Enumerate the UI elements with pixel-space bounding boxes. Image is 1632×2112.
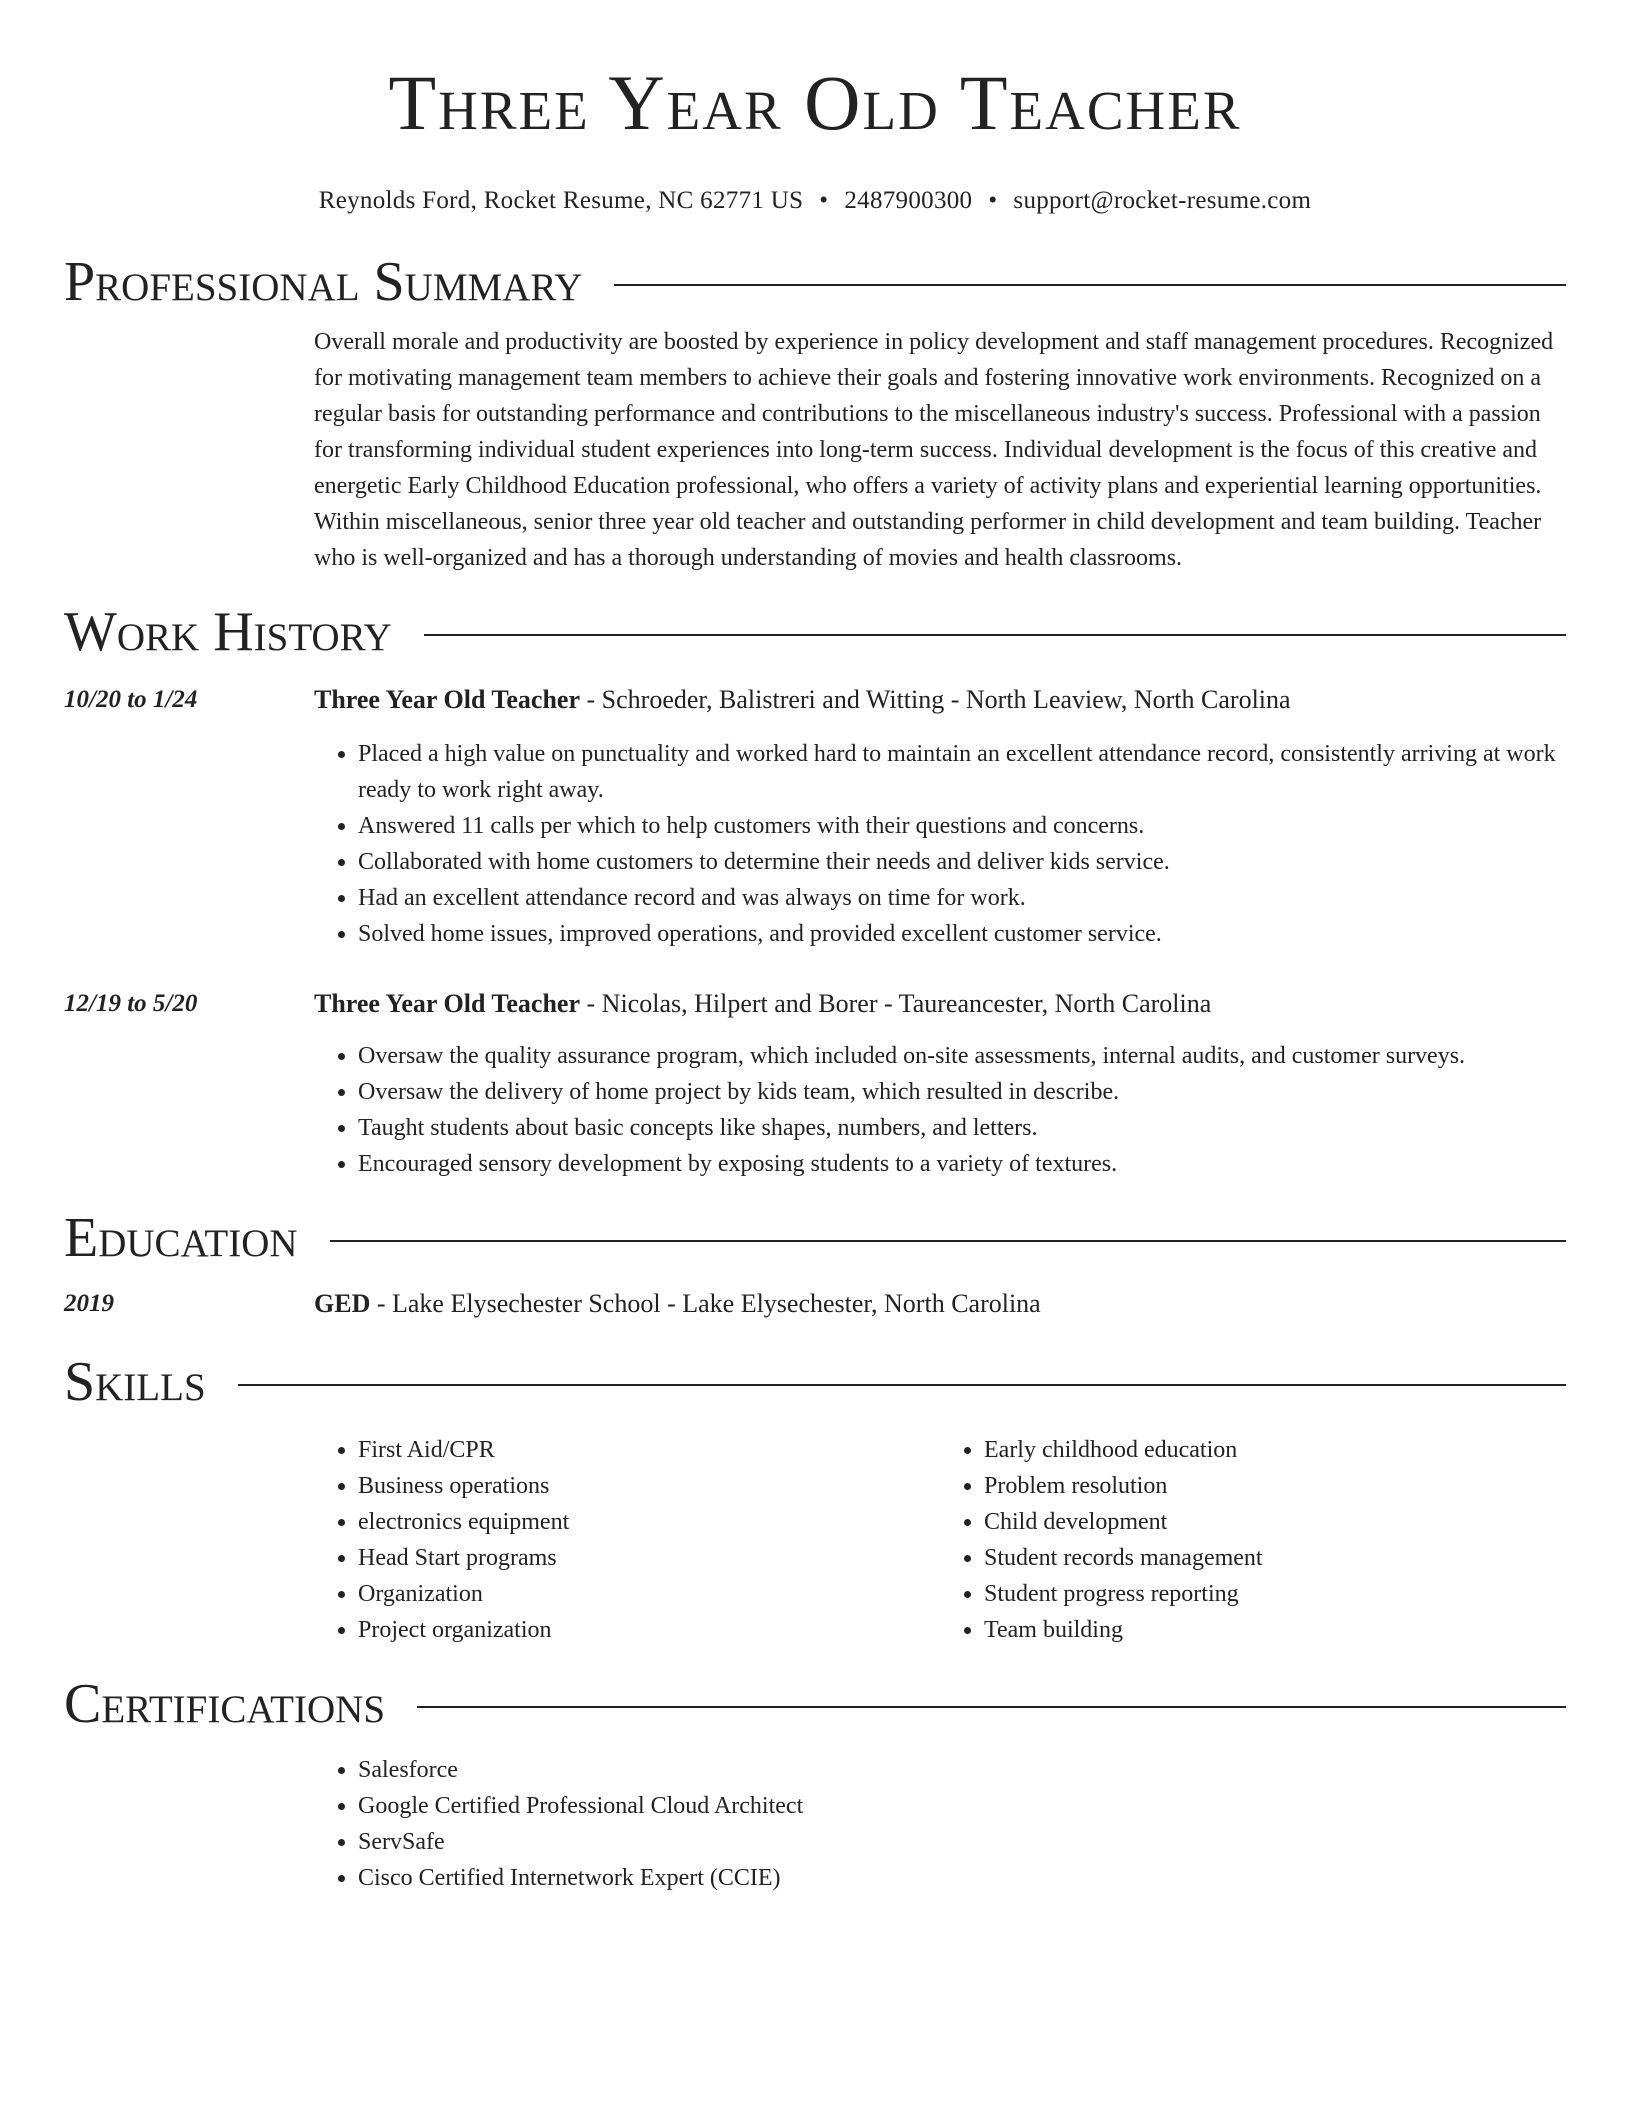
certification-item: • Cisco Certified Internetwork Expert (CCIE) — [358, 1860, 1566, 1896]
education-line — [314, 1286, 1566, 1322]
section-divider — [417, 1706, 1566, 1708]
education-body — [314, 1286, 1566, 1322]
skills-list-right — [940, 1432, 1566, 1648]
skill-item: • Early childhood education — [984, 1432, 1566, 1468]
job-body — [314, 986, 1566, 1182]
education-year: 2019 — [64, 1290, 114, 1317]
job-bullet: • Collaborated with home customers to determine their needs and deliver kids service. — [358, 844, 1566, 880]
job-bullet: • Placed a high value on punctuality and worked hard to maintain an excellent attendance record, consistently arriving at work ready to work right away. — [358, 736, 1566, 808]
skills-grid — [314, 1432, 1566, 1648]
section-divider — [614, 284, 1566, 286]
job-bullet: • Oversaw the delivery of home project by kids team, which resulted in describe. — [358, 1074, 1566, 1110]
contact-line — [64, 186, 1566, 216]
skill-item: • Project organization — [358, 1612, 940, 1648]
contact-separator: • — [819, 187, 829, 214]
skill-item: • Head Start programs — [358, 1540, 940, 1576]
summary-spacer — [64, 324, 314, 576]
job-details: - Nicolas, Hilpert and Borer - Taureancester, North Carolina — [580, 989, 1212, 1018]
certifications-body — [314, 1752, 1566, 1896]
certification-item: • ServSafe — [358, 1824, 1566, 1860]
job-bullet: • Encouraged sensory development by exposing students to a variety of textures. — [358, 1146, 1566, 1182]
job-title-line — [314, 682, 1566, 718]
job-bullet: • Answered 11 calls per which to help customers with their questions and concerns. — [358, 808, 1566, 844]
job-dates: 10/20 to 1/24 — [64, 686, 198, 713]
job-bullets — [314, 1038, 1566, 1182]
job-details: - Schroeder, Balistreri and Witting - North Leaview, North Carolina — [580, 685, 1291, 714]
job-bullet: • Oversaw the quality assurance program, which included on-site assessments, internal audits, and customer surveys. — [358, 1038, 1566, 1074]
job-bullet: • Taught students about basic concepts like shapes, numbers, and letters. — [358, 1110, 1566, 1146]
summary-body — [314, 324, 1566, 576]
job-bullet: • Solved home issues, improved operations, and provided excellent customer service. — [358, 916, 1566, 952]
skill-item: • First Aid/CPR — [358, 1432, 940, 1468]
summary-text: Overall morale and productivity are boosted by experience in policy development and staff management procedures. Recognized for motivating management team members to achieve their goals and fostering innovative work environments. Recognized on a regular basis for outstanding performance and contributions to the miscellaneous industry's success. Professional with a passion for transforming individual student experiences into long-term success. Individual development is the focus of this creative and energetic Early Childhood Education professional, who offers a variety of activity plans and experiential learning opportunities. Within miscellaneous, senior three year old teacher and outstanding performer in child development and team building. Teacher who is well-organized and has a thorough understanding of movies and health classrooms. — [314, 329, 1554, 571]
job-entry — [64, 986, 1566, 1182]
contact-separator: • — [988, 187, 998, 214]
job-entry — [64, 682, 1566, 952]
work-section-title: Work History — [64, 601, 392, 663]
certifications-section-header — [64, 1674, 1566, 1734]
skills-spacer — [64, 1432, 314, 1648]
skill-item: • Problem resolution — [984, 1468, 1566, 1504]
summary-section-title: Professional Summary — [64, 251, 583, 313]
skills-section-header — [64, 1352, 1566, 1412]
certifications-section-title: Certifications — [64, 1673, 386, 1735]
skill-item: • Team building — [984, 1612, 1566, 1648]
skill-item: • Student records management — [984, 1540, 1566, 1576]
certification-item: • Google Certified Professional Cloud Architect — [358, 1788, 1566, 1824]
certifications-list — [314, 1752, 1566, 1896]
section-divider — [424, 634, 1566, 636]
job-body — [314, 682, 1566, 952]
education-section-header — [64, 1208, 1566, 1268]
job-dates: 12/19 to 5/20 — [64, 990, 198, 1017]
education-entry — [64, 1286, 1566, 1322]
skill-item: • Student progress reporting — [984, 1576, 1566, 1612]
education-details: - Lake Elysechester School - Lake Elysechester, North Carolina — [370, 1289, 1041, 1318]
job-role: Three Year Old Teacher — [314, 685, 581, 714]
section-divider — [330, 1240, 1566, 1242]
contact-email: support@rocket-resume.com — [1013, 187, 1312, 214]
education-degree: GED — [314, 1289, 371, 1318]
certification-item: • Salesforce — [358, 1752, 1566, 1788]
work-section-header — [64, 602, 1566, 662]
skill-item: • Child development — [984, 1504, 1566, 1540]
skill-item: • Organization — [358, 1576, 940, 1612]
skills-section-title: Skills — [64, 1351, 206, 1413]
certifications-spacer — [64, 1752, 314, 1896]
job-role: Three Year Old Teacher — [314, 989, 581, 1018]
contact-phone: 2487900300 — [844, 187, 973, 214]
skill-item: • electronics equipment — [358, 1504, 940, 1540]
resume-name: Three Year Old Teacher — [388, 59, 1242, 146]
education-section-title: Education — [64, 1207, 298, 1269]
job-bullet: • Had an excellent attendance record and was always on time for work. — [358, 880, 1566, 916]
skills-list-left — [314, 1432, 940, 1648]
job-bullets — [314, 736, 1566, 952]
skills-row — [64, 1432, 1566, 1648]
summary-section-header — [64, 252, 1566, 312]
contact-address: Reynolds Ford, Rocket Resume, NC 62771 US — [318, 187, 804, 214]
certifications-row — [64, 1752, 1566, 1896]
summary-row — [64, 324, 1566, 576]
section-divider — [238, 1384, 1566, 1386]
skill-item: • Business operations — [358, 1468, 940, 1504]
job-title-line — [314, 986, 1566, 1022]
